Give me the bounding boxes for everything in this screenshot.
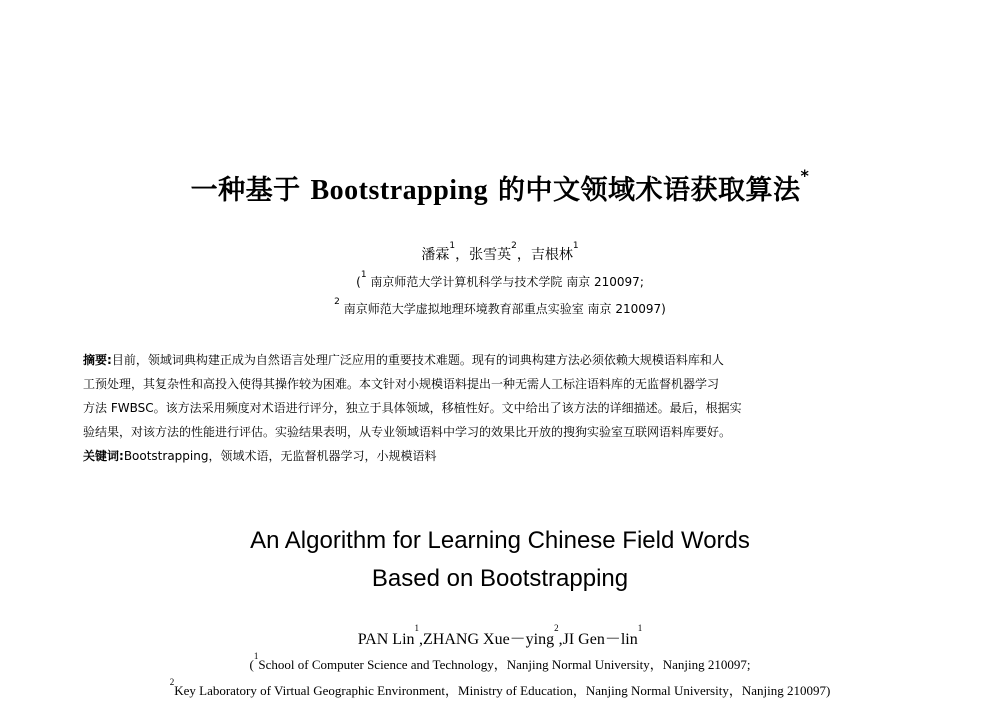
chinese-title-part-2: 的中文领域术语获取算法	[488, 175, 801, 206]
affiliation-number: 1	[360, 270, 367, 280]
abstract-label: 摘要:	[83, 353, 112, 367]
affiliation-text: 南京师范大学计算机科学与技术学院 南京 210097;	[366, 275, 644, 289]
author-en-2: ZHANG Xue－ying	[423, 631, 555, 648]
english-affiliation-2	[0, 677, 1000, 699]
affiliation-text: 南京师范大学虚拟地理环境教育部重点实验室 南京 210097)	[339, 302, 666, 316]
abstract-line: 验结果，对该方法的性能进行评估。实验结果表明，从专业领域语料中学习的效果比开放的搜狗实验室互联网语料库要好。	[83, 425, 732, 439]
english-affiliation-1	[0, 651, 1000, 673]
author-cn-1: 潘霖	[421, 247, 450, 263]
author-cn-separator: ，	[516, 247, 531, 263]
chinese-title-part-1: 一种基于	[190, 175, 311, 206]
chinese-affiliation-1	[0, 270, 1000, 290]
keywords-text: Bootstrapping，领域术语，无监督机器学习，小规模语料	[123, 449, 437, 463]
author-cn-3: 吉根林	[530, 247, 573, 263]
abstract-text: 目前，领域词典构建正成为自然语言处理广泛应用的重要技术难题。现有的词典构建方法必须依赖大规模语料库和人	[111, 353, 724, 367]
author-cn-3-affil: 1	[572, 241, 579, 251]
author-en-1: PAN Lin	[357, 631, 415, 648]
author-cn-1-affil: 1	[449, 241, 456, 251]
title-footnote-mark: *	[800, 166, 810, 185]
abstract-line	[83, 348, 917, 372]
keywords-line	[83, 444, 917, 468]
author-cn-separator: ，	[455, 247, 470, 263]
author-en-1-affil: 1	[414, 623, 420, 633]
abstract-block	[83, 348, 917, 468]
english-title-line-1: An Algorithm for Learning Chinese Field Words	[250, 527, 750, 554]
author-en-3-affil: 1	[637, 623, 643, 633]
author-cn-2: 张雪英	[469, 247, 512, 263]
chinese-title-latin-term: Bootstrapping	[310, 175, 489, 206]
affiliation-open-paren: (	[249, 657, 254, 672]
english-title-line-2: Based on Bootstrapping	[371, 565, 629, 592]
chinese-title	[0, 168, 1000, 207]
chinese-authors	[0, 241, 1000, 264]
affiliation-open-paren: (	[356, 275, 361, 289]
chinese-affiliation-2	[0, 297, 1000, 317]
author-cn-2-affil: 2	[511, 241, 517, 251]
abstract-line: 方法 FWBSC。该方法采用频度对术语进行评分，独立于具体领域，移植性好。文中给出了该方法的详细描述。最后，根据实	[83, 401, 742, 415]
keywords-label: 关键词:	[83, 449, 124, 463]
author-en-2-affil: 2	[554, 623, 559, 633]
author-en-separator: ,	[558, 631, 563, 648]
author-en-3: JI Gen－lin	[562, 631, 638, 648]
affiliation-number: 2	[334, 297, 340, 307]
affiliation-text: School of Computer Science and Technology，Nanjing Normal University，Nanjing 210097;	[258, 657, 751, 672]
affiliation-number: 2	[169, 677, 175, 687]
author-en-separator: ,	[419, 631, 424, 648]
affiliation-number: 1	[253, 651, 259, 661]
english-authors	[0, 623, 1000, 649]
abstract-line: 工预处理，其复杂性和高投入使得其操作较为困难。本文针对小规模语料提出一种无需人工标注语料库的无监督机器学习	[83, 377, 720, 391]
affiliation-text: Key Laboratory of Virtual Geographic Environment，Ministry of Education，Nanjing Normal University，Nanjing 210097)	[174, 683, 831, 698]
